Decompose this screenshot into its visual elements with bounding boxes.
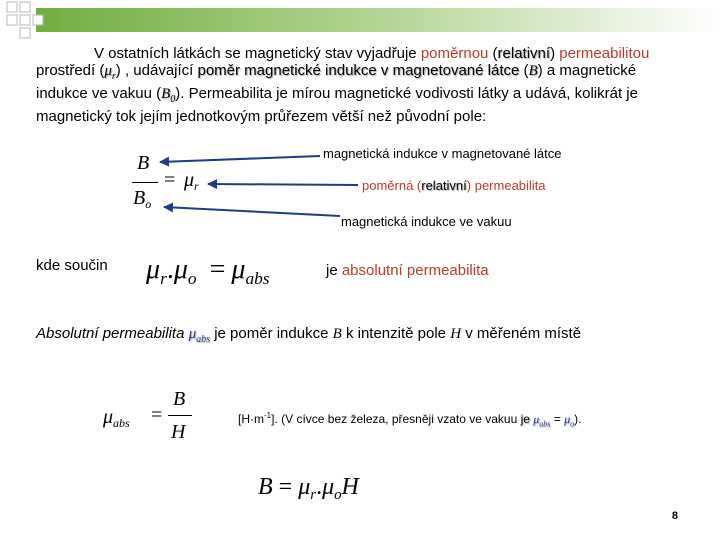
- fraction2-numerator: B: [173, 388, 186, 410]
- fraction2-equals: =: [151, 404, 163, 426]
- text-run: (: [488, 45, 498, 62]
- text-run: ): [550, 45, 560, 62]
- symbol-B0: $B_0$: [161, 86, 176, 105]
- symbol-mu-r: $\mu_r$: [104, 63, 116, 82]
- fraction2-mu-abs: $\mu_{abs}$: [103, 406, 130, 431]
- label-magneticka-indukce-vakuum: magnetická indukce ve vakuu: [341, 214, 512, 229]
- text-run: ). Permeabilita je mírou magnetické vodivosti látky a udává, kolikrát je: [175, 85, 638, 102]
- arrow-to-mu-r: [208, 184, 358, 185]
- symbol-B: B: [528, 63, 538, 79]
- text-run: ) , udávající: [115, 62, 198, 79]
- text-run: V ostatních látkách se magnetický stav vyjadřuje: [94, 45, 421, 62]
- final-equation: $B = \mu_r.\mu_oH$: [258, 474, 359, 504]
- fraction1-equals: =: [164, 169, 176, 191]
- definition-line: Absolutní permeabilita $\mu_{abs}$ je poměr indukce B k intenzitě pole H v měřeném místě: [36, 325, 582, 345]
- text-run: indukce ve vakuu (: [36, 85, 162, 102]
- text-run: prostředí (: [36, 62, 105, 79]
- equation-mu-abs: $\mu_r.\mu_o = \mu_{abs}$: [146, 254, 270, 289]
- text-run: ) a magnetické: [537, 62, 637, 79]
- fraction1-numerator: B: [137, 152, 150, 174]
- label-magneticka-indukce-latka: magnetická indukce v magnetované látce: [323, 146, 562, 161]
- label-pomerna-permeabilita: poměrná (relativní) permeabilita: [362, 178, 546, 193]
- term-pomernou: poměrnou: [420, 45, 489, 62]
- page-number: 8: [671, 510, 678, 522]
- fraction1-denominator: $B_o$: [133, 187, 152, 212]
- absolutni-permeabilita-note: je absolutní permeabilita: [326, 262, 489, 279]
- kde-soucin-text: kde součin: [36, 257, 108, 274]
- fraction1-mu-r: $\mu_r$: [184, 169, 199, 194]
- term-pomer-indukce: poměr magnetické indukce v magnetované látce: [197, 62, 520, 79]
- fraction2-denominator: H: [171, 421, 186, 443]
- term-relativni: relativní: [497, 45, 551, 62]
- unit-note: $[H\cdot m^{-1}]$. (V cívce bez železa, přesněji vzato ve vakuu je $\mu_{abs} = \mu_o$).: [238, 411, 582, 429]
- fraction2-bar: [168, 415, 192, 416]
- text-run: (: [519, 62, 529, 79]
- arrow-to-B: [160, 156, 320, 162]
- arrow-to-B0: [164, 207, 340, 216]
- paragraph-line-4: magnetický tok jejím jednotkovým průřezem větší než původní pole:: [36, 108, 487, 125]
- term-permeabilitou: permeabilitou: [559, 45, 650, 62]
